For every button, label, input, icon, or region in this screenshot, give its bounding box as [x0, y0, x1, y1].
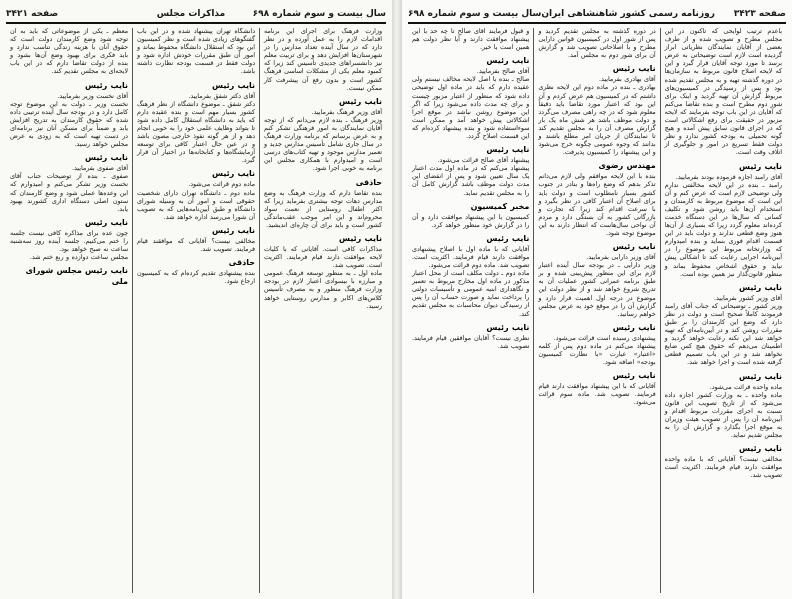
paragraph: صفوی ـ بنده از توضیحات جناب آقای نخست وزیر تشکر می‌کنم و امیدوارم که این وعده‌ها عملی شود و وضع کارمندان که ستون اصلی دستگاه اداری کشورند بهبود یابد. — [10, 173, 128, 213]
right-page-columns — [408, 28, 786, 593]
article-column — [534, 28, 660, 593]
paragraph: بنده پیشنهادی تقدیم کرده‌ام که به کمیسیون ارجاع شود. — [137, 270, 255, 286]
paragraph: آقای رامبد اجازه فرموده بودند بفرمایید. — [675, 173, 782, 181]
left-page-columns — [6, 28, 386, 593]
speaker-heading: حاذقی — [228, 258, 255, 268]
paragraph: وزیر کشور ـ توضیحاتی که جناب آقای رامبد فرمودند کاملاً صحیح است و دولت در نظر دارد که وضع این کارمندان را بر طبق مقررات روشن کند و در آیین‌نامه‌ای که تهیه خواهد شد این نکته رعایت خواهد گردید و اطمینان می‌دهم که حقوق هیچ کس ضایع نخواهد شد و در این باب تصمیم قطعی گرفته شده است و اجرا خواهد شد. — [664, 302, 782, 367]
speaker-heading: نایب رئیس — [486, 322, 530, 332]
speaker-heading: نایب رئیس — [739, 282, 782, 292]
paragraph: وزیر دارایی ـ در بودجه سال آینده اعتبار لازم برای این منظور پیش‌بینی شده و بر طبق برنامه عمرانی کشور عملیات آن به تدریج شروع خواهد شد و از نظر دولت این موضوع در درجه اول اهمیت قرار دارد و گزارش آن را در موقع خود به عرض مجلس خواهم رسانید. — [538, 262, 656, 318]
speaker-heading: نایب رئیس — [612, 64, 656, 74]
paragraph: پیشنهاد می‌کنم در ماده دوم پس از کلمه «اعتبار» عبارت «با نظارت کمیسیون بودجه» اضافه شود. — [538, 342, 656, 367]
speaker-heading: نایب رئیس — [612, 371, 656, 381]
speaker-heading: نایب رئیس — [212, 80, 255, 90]
paragraph: آقایانی که با ماده اول با اصلاح پیشنهادی موافقت دارند قیام فرمایند. اکثریت است. تصویب شد. ماده دوم قرائت می‌شود. — [412, 245, 530, 269]
paragraph: مذاکرات کافی است. آقایانی که با کلیات لایحه موافقت دارند قیام فرمایند. اکثریت است. تصویب شد. — [264, 245, 382, 270]
right-page-header — [408, 6, 786, 24]
paragraph: آقای وزیر کشور بفرمایید. — [714, 294, 782, 302]
article-column — [6, 28, 133, 593]
speaker-heading: نایب رئیس — [212, 169, 255, 179]
paragraph: دانشگاه تهران پیشنهاد شده و در این باب گفتگوهای زیادی شده است و نظر کمیسیون این بود که استقلال دانشگاه محفوظ بماند و امور آن طبق مقررات خودش اداره شود و دولت فقط در قسمت بودجه نظارت داشته باشد. — [137, 28, 255, 76]
speaker-heading: مخبر کمیسیون — [470, 201, 530, 211]
paragraph: وزارت فرهنگ برای اجرای این برنامه اقدامات لازم را به عمل آورده و در نظر دارد که در سال آینده تعداد مدارس را در شهرستان‌ها افزایش دهد و برای تربیت معلم نیز دانشسراهای جدیدی تأسیس کند زیرا که کمبود معلم یکی از مشکلات اساسی فرهنگ کشور است و بدون رفع آن پیشرفت کار ممکن نیست. — [264, 28, 382, 92]
speaker-heading: نایب رئیس — [339, 233, 382, 243]
paragraph: نظری نیست؟ آقایان موافقین قیام فرمایند. تصویب شد. — [412, 334, 530, 350]
paragraph: آقای بهادری بفرمایید. — [599, 76, 656, 84]
article-column — [661, 28, 786, 593]
right-page — [402, 0, 792, 599]
article-column — [260, 28, 386, 593]
paragraph: ماده دوم قرائت می‌شود. — [188, 181, 255, 189]
paragraph: کمیسیون با این پیشنهاد موافقت دارد و آن را در گزارش خود منظور خواهد کرد. — [412, 213, 530, 229]
speaker-heading: نایب رئیس — [612, 242, 656, 252]
paragraph: بنده تقاضا دارم که وزارت فرهنگ به وضع مدارس دهات توجه بیشتری بفرماید زیرا که اکثر اطفال روستایی از نعمت سواد محروم‌اند و این امر موجب عقب‌ماندگی کشور است و باید برای آن چاره‌ای اندیشید. — [264, 189, 382, 229]
paragraph: آقای دکتر شفق بفرمایید. — [188, 92, 255, 100]
paragraph: آقای وزیر فرهنگ بفرمایید. — [311, 108, 382, 116]
article-column — [133, 28, 260, 593]
paragraph: پیشنهاد می‌کنم که در ماده اول مدت اعتبار یک سال تعیین شود و پس از انقضای این مدت دولت موظف باشد گزارش کامل آن را به مجلس تقدیم نماید. — [412, 165, 530, 197]
speaker-heading: نایب رئیس — [212, 225, 255, 235]
speaker-heading: نایب رئیس — [739, 371, 782, 381]
paragraph: مجلس ساعت دوازده و ربع ختم شد. — [29, 254, 128, 262]
paragraph: مخالفی نیست؟ آقایانی که با ماده واحده موافقت دارند قیام فرمایند. اکثریت است تصویب شد. — [664, 456, 782, 480]
paragraph: ماده واحده ـ به وزارت کشور اجازه داده می‌شود که از تاریخ تصویب این قانون نسبت به اجرای مقررات مربوط اقدام و آیین‌نامه آن را پس از تصویب هیئت وزیران به موقع اجرا بگذارد و گزارش آن را به مجلس تقدیم نماید. — [664, 391, 782, 440]
speaker-heading: نایب رئیس — [85, 153, 128, 163]
paragraph: دکتر شفق ـ موضوع دانشگاه از نظر فرهنگ کشور بسیار مهم است و بنده عقیده دارم که باید به دانشگاه استقلال کامل داده شود تا بتواند وظایف علمی خود را به خوبی انجام دهد و از هر گونه نفوذ خارجی مصون باشد و در عین حال اعتبار کافی برای توسعه آزمایشگاه‌ها و کتابخانه‌ها در اختیار آن قرار گیرد. — [137, 100, 255, 165]
paragraph: رامبد ـ بنده در این لایحه مخالفتی ندارم ولی توضیحی لازم است که عرض کنم و آن این است که موضوع مربوط به کارمندان و استخدام آن‌ها باید روشن شود و تکلیف کسانی که سال‌ها در این دستگاه خدمت کرده‌اند معلوم گردد زیرا که بسیاری از آن‌ها هنوز وضع قطعی ندارند و دولت باید در این قسمت اقدام فوری بنماید و بنده امیدوارم که وزارتخانه مربوط این موضوع را در آیین‌نامه اجرایی رعایت کند تا اشکالی پیش نیاید و حقوق اشخاص محفوظ بماند و منظور قانون‌گذار نیز همین بوده است. — [664, 181, 782, 278]
paragraph: ماده اول ـ به منظور توسعه فرهنگ عمومی و مبارزه با بیسوادی اعتبار لازم در بودجه وزارت فرهنگ منظور و به مصرف تأسیس کلاس‌های اکابر و مدارس روستایی خواهد رسید. — [264, 270, 382, 310]
speaker-heading: نایب رئیس — [612, 322, 656, 332]
right-page-title: روزنامه رسمی کشور شاهنشاهی ایران — [541, 9, 715, 19]
left-page-issue: سال بیست و سوم شماره ۶۹۸ — [252, 9, 386, 19]
paragraph: پیشنهادی رسیده است قرائت می‌شود. — [553, 334, 656, 342]
paragraph: ماده دوم ـ دولت مکلف است از محل اعتبار مذکور در ماده اول مخارج مربوط به تعمیر و نگاهداری ابنیه عمومی و تأسیسات دولتی را پرداخت نماید و صورت حساب آن را پس از رسیدگی دیوان محاسبات به مجلس تقدیم کند. — [412, 270, 530, 318]
paragraph: معظم ـ یکی از موضوعاتی که باید به آن توجه شود وضع کارمندان دولت است که حقوق آنان با هزینه زندگی تناسب ندارد و باید فکری برای بهبود وضع آن‌ها بشود و بنده از دولت تقاضا دارم که در این باب لایحه‌ای به مجلس تقدیم کند. — [10, 28, 128, 76]
speaker-heading: نایب رئیس — [85, 217, 128, 227]
paragraph: نخست وزیر ـ دولت به این موضوع توجه کامل دارد و در بودجه سال آینده ترتیبی داده شده که حقوق کارمندان به تدریج افزایش یابد و ضمناً برای مسکن آنان نیز برنامه‌ای در دست تهیه است که به زودی به عرض مجلس خواهد رسید. — [10, 100, 128, 149]
speaker-heading: نایب رئیس — [739, 444, 782, 454]
paragraph: صالح ـ بنده با اصل لایحه مخالف نیستم ولی عقیده دارم که باید در ماده اول توضیحی داده شود که منظور از اعتبار مزبور چیست و برای چه مدت داده می‌شود زیرا که اگر این موضوع روشن نباشد در موقع اجرا اشکالاتی پیش خواهد آمد و ممکن است سوءاستفاده شود و بنده پیشنهاد کرده‌ام که این قسمت اصلاح گردد. — [412, 76, 530, 141]
right-page-issue: سال بیست و سوم شماره ۶۹۸ — [408, 9, 542, 19]
speaker-heading: نایب رئیس — [486, 233, 530, 243]
paragraph: باعدم ترتیب لوایحی که تاکنون در این مجلس مطرح و تصویب شده و از طرف بعضی از آقایان نمایندگان نظریاتی ابراز گردیده است لازم است توضیحاتی به عرض برسد تا مورد توجه آقایان قرار گیرد و این که لایحه اصلاح قانون مربوط به سازمان‌ها در دوره گذشته تهیه و به مجلس تقدیم شده بود و پس از رسیدگی در کمیسیون‌های مربوط گزارش آن تهیه گردید و اینک برای شور دوم مطرح است و بنده تقاضا می‌کنم که آقایان در این باب توجه بفرمایند که لایحه مزبور در حقیقت برای رفع اشکالاتی است که در اجرای قانون سابق پیش آمده و هیچ گونه تحمیلی به بودجه کشور ندارد و نظر دولت فقط تسریع در امور و جلوگیری از اتلاف وقت است. — [664, 28, 782, 157]
paragraph: چون عده برای مذاکره کافی نیست جلسه را ختم می‌کنیم. جلسه آینده روز سه‌شنبه ساعت نه صبح خواهد بود. — [10, 229, 128, 253]
paragraph: آقایانی که با این پیشنهاد موافقت دارند قیام فرمایند. تصویب شد. ماده سوم قرائت می‌شود. — [538, 383, 656, 407]
paragraph: آقای صالح بفرمایید. — [476, 68, 530, 76]
paragraph: بنده با این لایحه موافقم ولی لازم می‌دانم تذکر بدهم که وضع راه‌ها و بنادر در جنوب کشور بسیار نامطلوب است و دولت باید برای اصلاح آن اعتبار کافی در نظر بگیرد و با سرعت اقدام کند زیرا که تجارت و بازرگانی کشور به آن بستگی دارد و مردم آن نواحی سال‌هاست که انتظار دارند به این موضوع توجه شود. — [538, 173, 656, 237]
page-gutter — [392, 0, 402, 599]
left-page-title: مذاکرات مجلس — [156, 9, 226, 19]
paragraph: و قبول فرمایند آقای صالح تا چه حد با این پیشنهاد موافقت دارند و آیا نظر دولت هم همین است یا خیر. — [412, 28, 530, 52]
speaker-heading: نایب رئیس — [739, 161, 782, 171]
paragraph: در دوره گذشته به مجلس تقدیم گردید و پس از شور اول در کمیسیون قوانین دارایی مطرح و با اصلاحاتی تصویب شد و گزارش آن برای شور دوم به مجلس آمد. — [538, 28, 656, 60]
left-page — [0, 0, 392, 599]
left-page-header — [6, 6, 386, 24]
speaker-heading: حاذقی — [355, 177, 382, 187]
speaker-heading: نایب رئیس — [486, 56, 530, 66]
speaker-heading: نایب رئیس — [85, 80, 128, 90]
paragraph: بهادری ـ بنده در ماده دوم این لایحه نظری داشتم که در کمیسیون هم عرض کردم و آن این بود که اعتبار مورد تقاضا باید دقیقاً معلوم شود که در چه راهی مصرف می‌گردد و دولت موظف باشد هر شش ماه یک بار گزارش مصرف آن را به مجلس تقدیم کند تا نمایندگان از جریان امر مطلع باشند و بدانند که وجوه عمومی چگونه خرج می‌شود و این پیشنهاد را کمیسیون پذیرفت. — [538, 84, 656, 157]
speaker-heading: نایب رئیس مجلس شورای ملی — [25, 266, 128, 287]
paragraph: آقای وزیر دارایی بفرمایید. — [586, 254, 656, 262]
speaker-heading: نایب رئیس — [339, 96, 382, 106]
paragraph: ماده دوم ـ دانشگاه تهران دارای شخصیت حقوقی است و امور آن به وسیله شورای دانشگاه و طبق آیین‌نامه‌هایی که به تصویب آن شورا می‌رسد اداره خواهد شد. — [137, 189, 255, 221]
paragraph: آقای نخست وزیر بفرمایید. — [57, 92, 128, 100]
paragraph: وزیر فرهنگ ـ بنده لازم می‌دانم که از توجه آقایان نمایندگان به امور فرهنگی تشکر کنم و به عرض برسانم که برنامه وزارت فرهنگ در سال جاری شامل تأسیس مدارس جدید و تعمیر مدارس موجود و تهیه کتاب‌های درسی است و امیدوارم با همکاری مجلس این برنامه به خوبی اجرا شود. — [264, 116, 382, 173]
left-page-number: صفحه ۳۴۲۱ — [6, 9, 59, 19]
speaker-heading: نایب رئیس — [486, 145, 530, 155]
paragraph: مخالفی نیست؟ آقایانی که موافقند قیام فرمایند. تصویب شد. — [137, 237, 255, 253]
article-column — [408, 28, 534, 593]
right-page-number: صفحه ۳۴۲۳ — [733, 9, 786, 19]
speaker-heading: مهندس رضوی — [598, 161, 656, 171]
paragraph: پیشنهاد آقای صالح قرائت می‌شود. — [437, 157, 530, 165]
paragraph: ماده واحده قرائت می‌شود. — [709, 383, 782, 391]
paragraph: آقای صفوی بفرمایید. — [72, 165, 128, 173]
